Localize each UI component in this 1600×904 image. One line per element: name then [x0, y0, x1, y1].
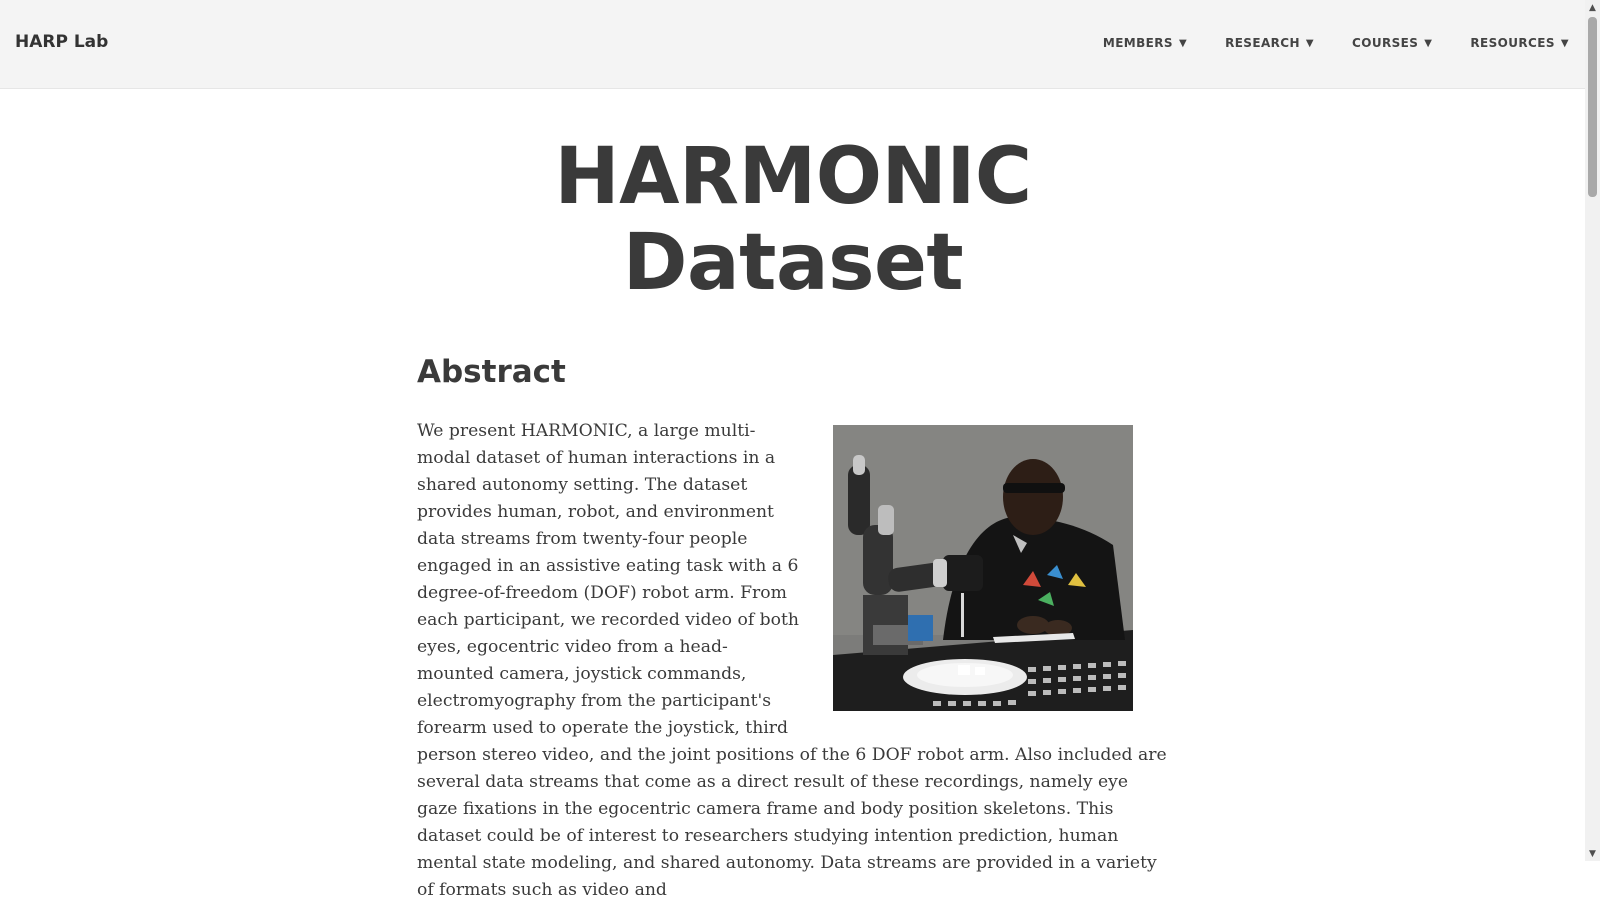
- page-title-line-1: HARMONIC: [554, 132, 1032, 222]
- caret-down-icon: ▼: [1424, 37, 1433, 49]
- page-title-line-2: Dataset: [622, 218, 964, 308]
- nav-item-label: RESOURCES: [1470, 36, 1555, 50]
- top-navbar: [0, 0, 1585, 89]
- scrollbar-thumb[interactable]: [1588, 17, 1597, 197]
- abstract-heading: Abstract: [417, 354, 566, 390]
- main-content: [417, 120, 1169, 904]
- scroll-down-arrow-icon[interactable]: ▼: [1589, 848, 1596, 859]
- nav-item-label: RESEARCH: [1225, 36, 1300, 50]
- brand-link[interactable]: HARP Lab: [15, 32, 109, 52]
- nav-item-members[interactable]: [1103, 36, 1187, 50]
- nav-item-label: COURSES: [1352, 36, 1419, 50]
- nav-item-label: MEMBERS: [1102, 36, 1173, 50]
- abstract-section: [417, 418, 1169, 904]
- abstract-text: We present HARMONIC, a large multi-modal dataset of human interactions in a shared autonomy setting. The dataset provides human, robot, and environment data streams from twenty-four people engaged in an assistive eating task with a 6 degree-of-freedom (DOF) robot arm. From each participant, we recorded video of both eyes, egocentric video from a head-mounted camera, joystick commands, electromyography from the participant's forearm used to operate the joystick, third person stereo video, and the joint positions of the 6 DOF robot arm. Also included are several data streams that come as a direct result of these recordings, namely eye gaze fixations in the egocentric camera frame and body position skeletons. This dataset could be of interest to researchers studying intention prediction, human mental state modeling, and shared autonomy. Data streams are provided in a variety of formats such as video and: [417, 421, 1167, 900]
- dataset-photo-illustration: [833, 425, 1133, 711]
- dataset-photo: [833, 425, 1133, 711]
- nav-menu: [1065, 36, 1569, 50]
- caret-down-icon: ▼: [1560, 37, 1569, 49]
- nav-item-research[interactable]: [1225, 36, 1314, 50]
- caret-down-icon: ▼: [1305, 37, 1315, 49]
- nav-item-resources[interactable]: [1470, 36, 1569, 50]
- page-title: [417, 134, 1169, 306]
- scroll-up-arrow-icon[interactable]: ▲: [1589, 2, 1596, 13]
- nav-item-courses[interactable]: [1352, 36, 1432, 50]
- caret-down-icon: ▼: [1178, 37, 1188, 49]
- vertical-scrollbar[interactable]: [1585, 0, 1600, 861]
